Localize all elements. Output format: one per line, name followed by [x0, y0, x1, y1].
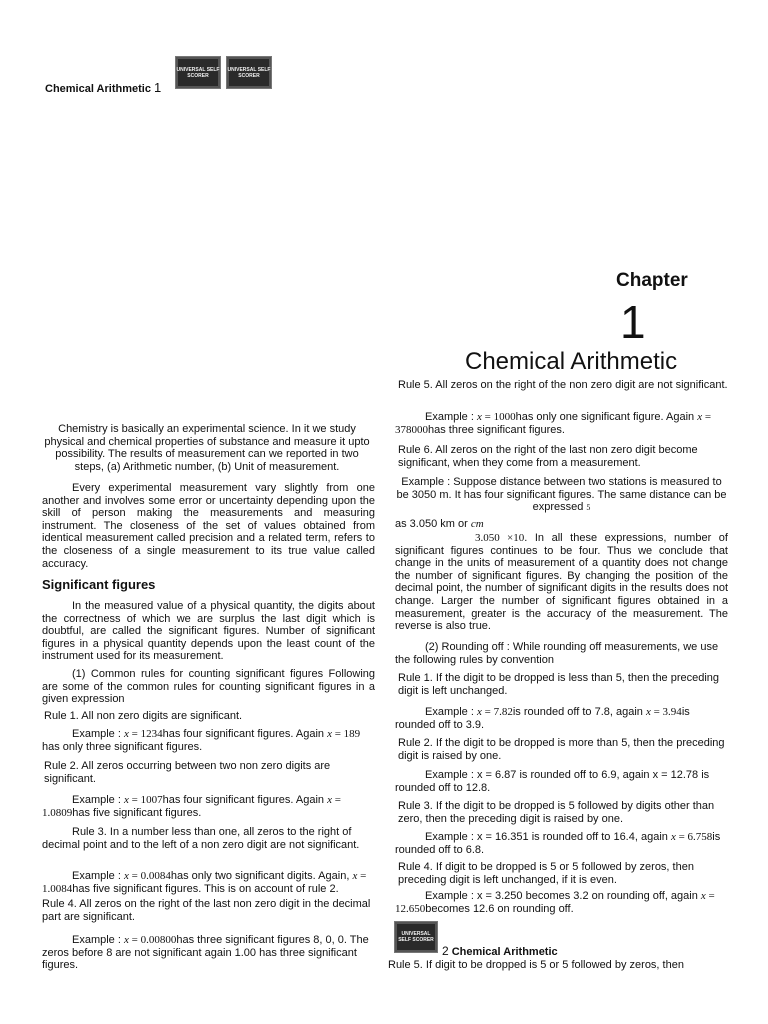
example-rule-2: Example : x = 1007has four significant figures. Again x = 1.0809has five significant figures. — [42, 794, 341, 819]
intro-paragraph: Chemistry is basically an experimental science. In it we study physical and chemical properties of substance and measure it upto possibility. The results of measurement can we reported in two steps, (a) Arithmetic number, (b) Unit of measurement. — [44, 423, 370, 473]
rounding-rule-1: Rule 1. If the digit to be dropped is less than 5, then the preceding digit is left unchanged. — [398, 672, 720, 697]
next-page-number: 2 — [442, 944, 449, 958]
example-rounding-rule-2: Example : x = 6.87 is rounded off to 6.9, again x = 12.78 is rounded off to 12.8. — [395, 769, 710, 794]
next-page-title: Chemical Arithmetic — [451, 946, 558, 958]
rule-5: Rule 5. All zeros on the right of the non zero digit are not significant. — [398, 379, 728, 391]
example-rule-3: Example : x = 0.0084has only two significant digits. Again, x = 1.0084has five significant figures. This is on account of rule 2. — [42, 870, 367, 895]
paragraph-common-rules: (1) Common rules for counting significant figures Following are some of the common rules for counting significant figures in a given expression — [42, 668, 375, 706]
rounding-rule-4: Rule 4. If digit to be dropped is 5 or 5 followed by zeros, then preceding digit is left unchanged, if it is even. — [398, 861, 694, 886]
chapter-number: 1 — [620, 296, 646, 348]
paragraph-rounding-off: (2) Rounding off : While rounding off measurements, we use the following rules by convention — [395, 641, 719, 666]
chapter-title: Chemical Arithmetic — [465, 348, 678, 375]
universal-self-scorer-logo — [394, 921, 438, 953]
universal-self-scorer-logo — [226, 56, 272, 89]
section-heading: Significant figures — [42, 577, 156, 592]
universal-self-scorer-logo — [175, 56, 221, 89]
paragraph-units: 3.050 ×10. In all these expressions, number of significant figures continues to be four. Thus we conclude that change in the units of measurement of a quantity does not change the number of significant figures. By changing the position of the decimal point, the number of significant digits in the results does not change. Larger the number of significant figures obtained in a measurement, greater is the accuracy of the measurement. The reverse is also true. — [395, 532, 728, 633]
example-rounding-rule-4: Example : x = 3.250 becomes 3.2 on rounding off, again x = 12.650becomes 12.6 on rounding off. — [395, 890, 715, 915]
chapter-label: Chapter — [616, 270, 688, 291]
example-rule-6-continued: as 3.050 km or cm — [395, 518, 484, 530]
rule-2: Rule 2. All zeros occurring between two non zero digits are significant. — [44, 760, 331, 785]
example-rule-6: Example : Suppose distance between two stations is measured to be 3050 m. It has four significant figures. The same distance can be expressed 5 — [396, 476, 727, 514]
logo-text: UNIVERSAL SELF SCORER — [176, 66, 220, 79]
rule-3: Rule 3. In a number less than one, all zeros to the right of decimal point and to the left of a non zero digit are not significant. — [42, 826, 360, 851]
paragraph-measurement: Every experimental measurement vary slightly from one another and involves some error or uncertainty depending upon the skill of person making the measurements and measuring instrument. The closeness of the set of values obtained from identical measurement called precision and a related term, refers to the closeness of a single measurement to its true value called accuracy. — [42, 482, 375, 570]
rule-4: Rule 4. All zeros on the right of the last non zero digit in the decimal part are significant. — [42, 898, 371, 923]
logo-text: UNIVERSAL SELF SCORER — [398, 931, 434, 943]
rounding-rule-3: Rule 3. If the digit to be dropped is 5 followed by digits other than zero, then the preceding digit is raised by one. — [398, 800, 715, 825]
example-rule-1: Example : x = 1234has four significant figures. Again x = 189 has only three significant figures. — [42, 728, 361, 753]
logo-text: UNIVERSAL SELF SCORER — [227, 66, 271, 79]
rule-6: Rule 6. All zeros on the right of the last non zero digit become significant, when they come from a measurement. — [398, 444, 698, 469]
example-rounding-rule-3: Example : x = 16.351 is rounded off to 16.4, again x = 6.758is rounded off to 6.8. — [395, 831, 721, 856]
rounding-rule-5: Rule 5. If digit to be dropped is 5 or 5 followed by zeros, then — [388, 959, 684, 971]
rounding-rule-2: Rule 2. If the digit to be dropped is more than 5, then the preceding digit is raised by one. — [398, 737, 725, 762]
rule-1: Rule 1. All non zero digits are significant. — [44, 710, 243, 722]
paragraph-significant-figures: In the measured value of a physical quantity, the digits about the correctness of which we are surplus the last digit which is doubtful, are called the significant figures. Number of significant figures in a physical quantity depends upon the least count of the instrument used for its measurement. — [42, 600, 375, 663]
running-header — [45, 80, 161, 95]
header-title: Chemical Arithmetic — [45, 83, 151, 95]
header-page-number: 1 — [153, 80, 162, 95]
example-rule-4: Example : x = 0.00800has three significant figures 8, 0, 0. The zeros before 8 are not significant again 1.00 has three significant figures. — [42, 934, 369, 972]
example-rule-5: Example : x = 1000has only one significant figure. Again x = 378000has three significant figures. — [395, 411, 712, 436]
example-rounding-rule-1: Example : x = 7.82is rounded off to 7.8, again x = 3.94is rounded off to 3.9. — [395, 706, 690, 731]
next-page-header — [442, 944, 558, 958]
